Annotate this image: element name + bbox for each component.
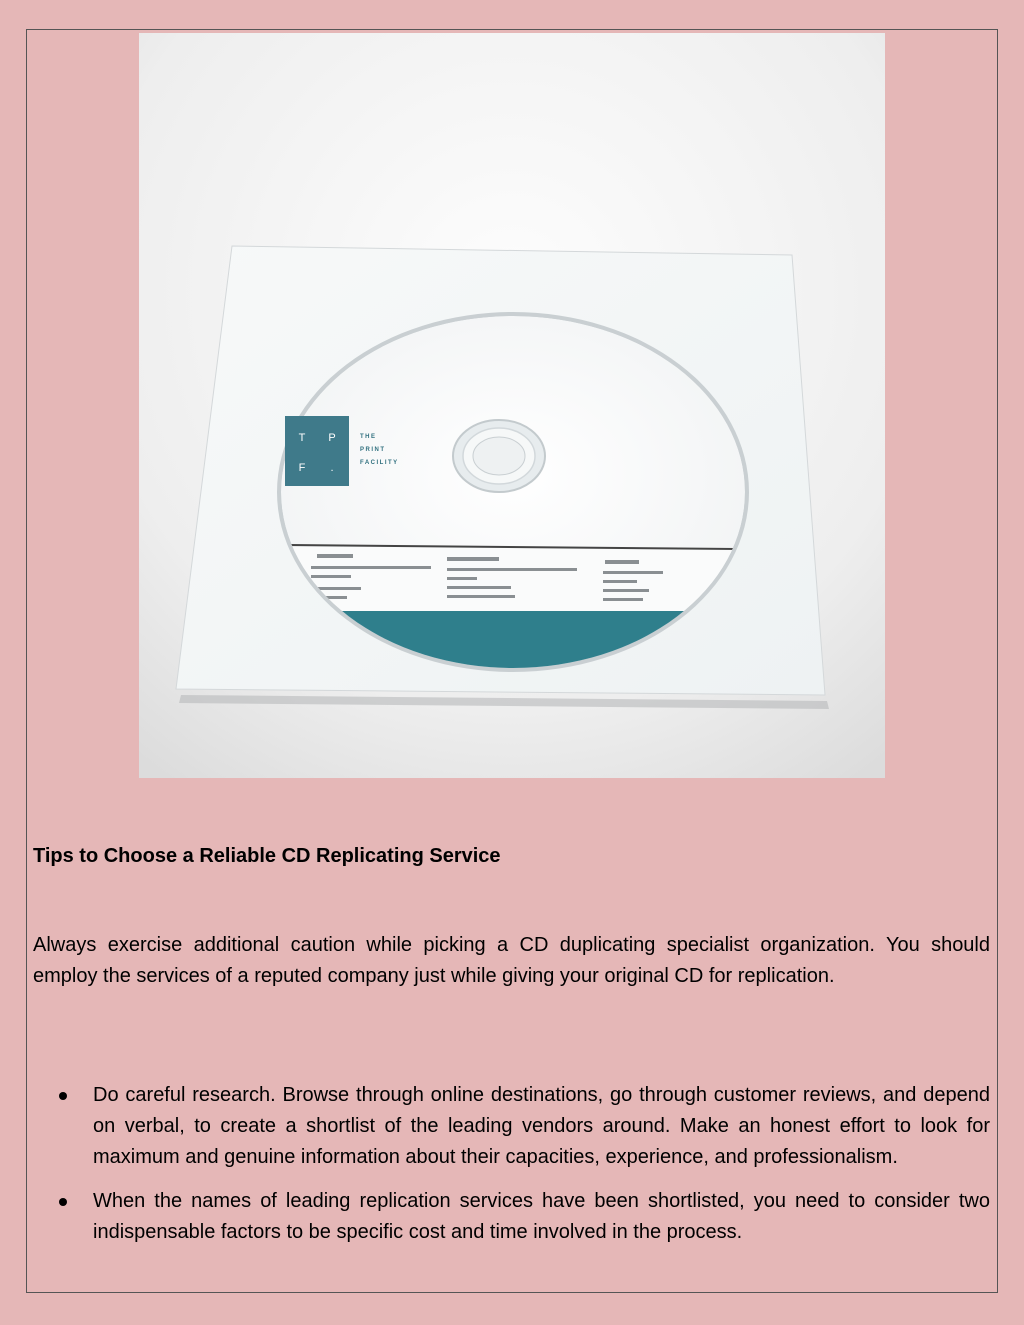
cd-sleeve-illustration [139, 33, 885, 778]
logo-square [285, 416, 349, 486]
logo-letter-p: P [328, 432, 336, 444]
tips-list [33, 1080, 990, 1261]
cd-sleeve-photo [139, 33, 885, 778]
logo-word-print: PRINT [360, 447, 386, 453]
logo-word-the: THE [360, 434, 377, 440]
list-item [33, 1080, 990, 1173]
logo-word-facility: FACILITY [360, 460, 399, 466]
list-item-text: When the names of leading replication services have been shortlisted, you need to consider two indispensable factors to be specific cost and time involved in the process. [93, 1190, 990, 1243]
list-item-text: Do careful research. Browse through online destinations, go through customer reviews, and depend on verbal, to create a shortlist of the leading vendors around. Make an honest effort to look for maximum and genuine information about their capacities, experience, and professionalism. [93, 1084, 990, 1168]
logo-letter-t: T [298, 432, 306, 444]
logo-letter-dot: . [330, 462, 334, 474]
article-heading: Tips to Choose a Reliable CD Replicating Service [33, 845, 501, 867]
logo-letter-f: F [298, 462, 306, 474]
intro-paragraph: Always exercise additional caution while picking a CD duplicating specialist organization. You should employ the services of a reputed company just while giving your original CD for replication. [33, 934, 990, 987]
bullet-icon [59, 1092, 67, 1100]
bullet-icon [59, 1198, 67, 1206]
list-item [33, 1186, 990, 1248]
